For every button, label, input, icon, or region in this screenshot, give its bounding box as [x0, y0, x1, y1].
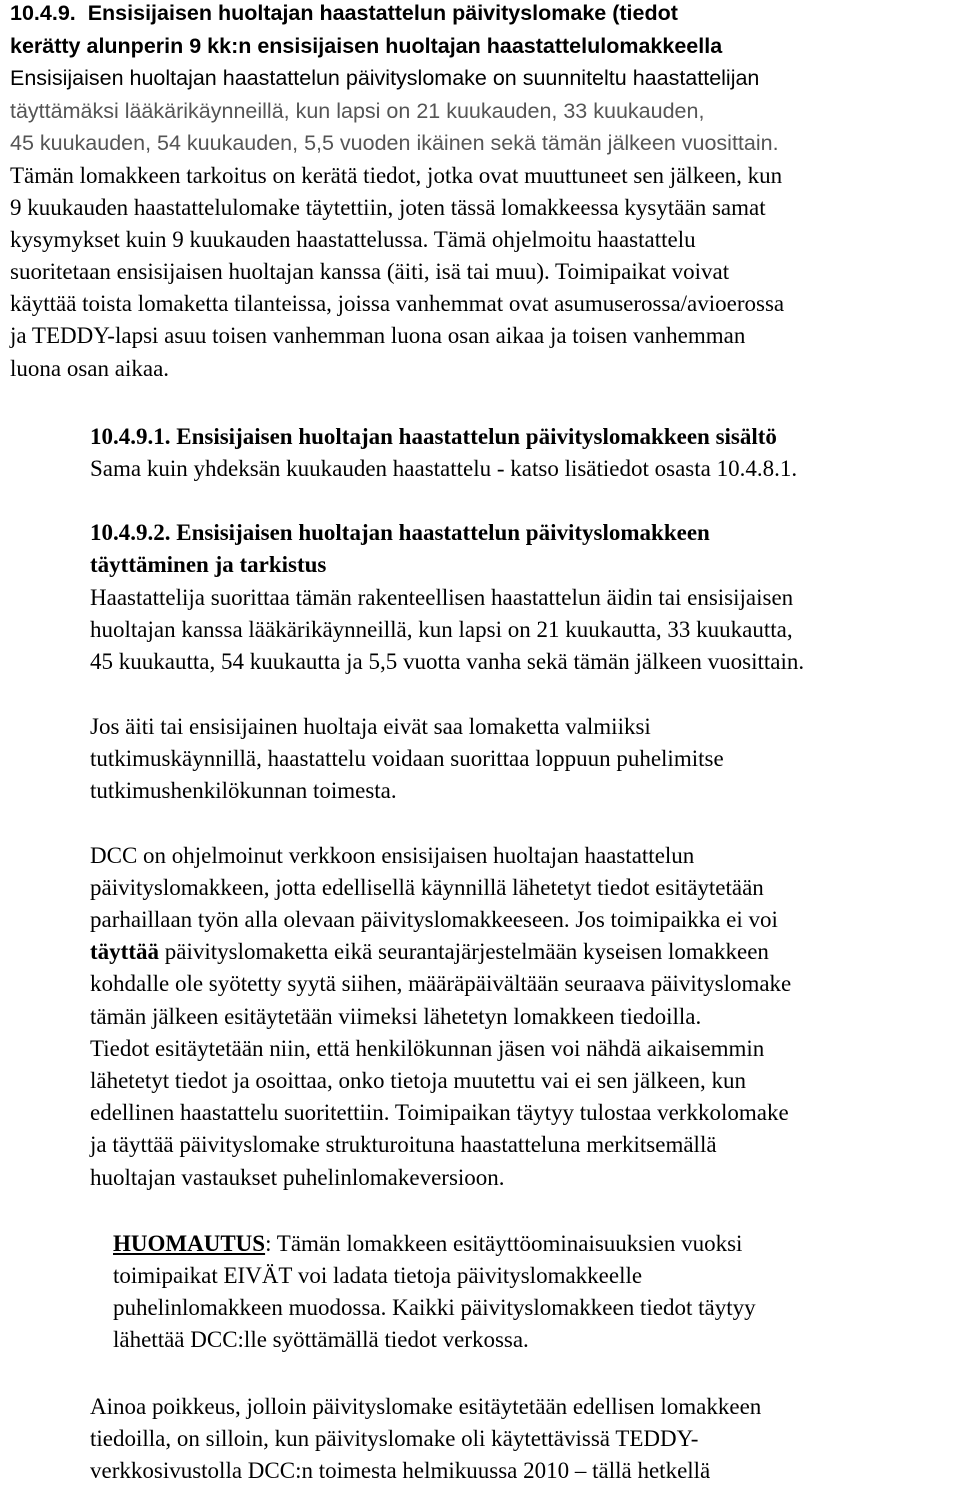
- paragraph-line: [90, 940, 769, 963]
- note-line: toimipaikat EIVÄT voi ladata tietoja päivityslomakkeelle: [113, 1263, 643, 1288]
- note-line: [113, 1232, 742, 1255]
- paragraph-line: Haastattelija suorittaa tämän rakenteellisen haastattelun äidin tai ensisijaisen: [90, 585, 794, 610]
- section-title-part-1: Ensisijaisen huoltajan haastattelun päivityslomake (tiedot: [87, 1, 678, 25]
- paragraph-line: tämän jälkeen esitäytetään viimeksi lähetetyn lomakkeen tiedoilla.: [90, 1004, 702, 1029]
- section-title-part-2: kerätty alunperin 9 kk:n ensisijaisen huoltajan haastattelulomakkeella: [10, 34, 723, 58]
- paragraph-line: 45 kuukautta, 54 kuukautta ja 5,5 vuotta vanha sekä tämän jälkeen vuosittain.: [90, 649, 805, 674]
- note-line-rest: : Tämän lomakkeen esitäyttöominaisuuksien vuoksi: [265, 1231, 743, 1256]
- body-line: suoritetaan ensisijaisen huoltajan kanssa (äiti, isä tai muu). Toimipaikat voivat: [10, 259, 730, 284]
- paragraph-line: huoltajan kanssa lääkärikäynneillä, kun lapsi on 21 kuukautta, 33 kuukautta,: [90, 617, 793, 642]
- paragraph-line: DCC on ohjelmoinut verkkoon ensisijaisen huoltajan haastattelun: [90, 843, 695, 868]
- note-label: HUOMAUTUS: [113, 1231, 266, 1256]
- paragraph-line: ja täyttää päivityslomake strukturoituna haastatteluna merkitsemällä: [90, 1132, 717, 1157]
- subsection-2-heading-line-1: 10.4.9.2. Ensisijaisen huoltajan haastattelun päivityslomakkeen: [90, 520, 710, 545]
- section-number: 10.4.9.: [10, 1, 76, 25]
- body-line: kysymykset kuin 9 kuukauden haastattelussa. Tämä ohjelmoitu haastattelu: [10, 227, 696, 252]
- paragraph-line-rest: päivityslomaketta eikä seurantajärjestelmään kyseisen lomakkeen: [158, 939, 769, 964]
- paragraph-line: huoltajan vastaukset puhelinlomakeversioon.: [90, 1165, 505, 1190]
- paragraph-line: kohdalle ole syötetty syytä siihen, määräpäivältään seuraava päivityslomake: [90, 971, 792, 996]
- paragraph-line: verkkosivustolla DCC:n toimesta helmikuussa 2010 – tällä hetkellä: [90, 1458, 711, 1483]
- subsection-1-heading: 10.4.9.1. Ensisijaisen huoltajan haastattelun päivityslomakkeen sisältö: [90, 424, 777, 449]
- intro-line: 45 kuukauden, 54 kuukauden, 5,5 vuoden ikäinen sekä tämän jälkeen vuosittain.: [10, 131, 779, 155]
- intro-line: Ensisijaisen huoltajan haastattelun päivityslomake on suunniteltu haastattelijan: [10, 66, 760, 90]
- paragraph-line: edellinen haastattelu suoritettiin. Toimipaikan täytyy tulostaa verkkolomake: [90, 1100, 789, 1125]
- body-line: käyttää toista lomaketta tilanteissa, joissa vanhemmat ovat asumuserossa/avioerossa: [10, 291, 785, 316]
- paragraph-line: Ainoa poikkeus, jolloin päivityslomake esitäytetään edellisen lomakkeen: [90, 1394, 762, 1419]
- intro-line: täyttämäksi lääkärikäynneillä, kun lapsi on 21 kuukauden, 33 kuukauden,: [10, 99, 705, 123]
- paragraph-line: parhaillaan työn alla olevaan päivityslomakkeeseen. Jos toimipaikka ei voi: [90, 907, 778, 932]
- subsection-2-heading-line-2: täyttäminen ja tarkistus: [90, 552, 327, 577]
- paragraph-line: tutkimuskäynnillä, haastattelu voidaan suorittaa loppuun puhelimitse: [90, 746, 724, 771]
- paragraph-line: tutkimushenkilökunnan toimesta.: [90, 778, 397, 803]
- body-line: Tämän lomakkeen tarkoitus on kerätä tiedot, jotka ovat muuttuneet sen jälkeen, kun: [10, 163, 783, 188]
- paragraph-line: tiedoilla, on silloin, kun päivityslomake oli käytettävissä TEDDY-: [90, 1426, 699, 1451]
- note-line: lähettää DCC:lle syöttämällä tiedot verkossa.: [113, 1327, 529, 1352]
- paragraph-line: Tiedot esitäytetään niin, että henkilökunnan jäsen voi nähdä aikaisemmin: [90, 1036, 765, 1061]
- body-line: luona osan aikaa.: [10, 356, 170, 381]
- body-line: 9 kuukauden haastattelulomake täytettiin, joten tässä lomakkeessa kysytään samat: [10, 195, 766, 220]
- subsection-1-text: Sama kuin yhdeksän kuukauden haastattelu - katso lisätiedot osasta 10.4.8.1.: [90, 456, 798, 481]
- note-line: puhelinlomakkeen muodossa. Kaikki päivityslomakkeen tiedot täytyy: [113, 1295, 756, 1320]
- emphasized-word: täyttää: [90, 939, 159, 964]
- section-heading-line-1: [10, 3, 678, 25]
- paragraph-line: Jos äiti tai ensisijainen huoltaja eivät saa lomaketta valmiiksi: [90, 714, 651, 739]
- paragraph-line: päivityslomakkeen, jotta edellisellä käynnillä lähetetyt tiedot esitäytetään: [90, 875, 764, 900]
- paragraph-line: lähetetyt tiedot ja osoittaa, onko tietoja muutettu vai ei sen jälkeen, kun: [90, 1068, 746, 1093]
- body-line: ja TEDDY-lapsi asuu toisen vanhemman luona osan aikaa ja toisen vanhemman: [10, 323, 746, 348]
